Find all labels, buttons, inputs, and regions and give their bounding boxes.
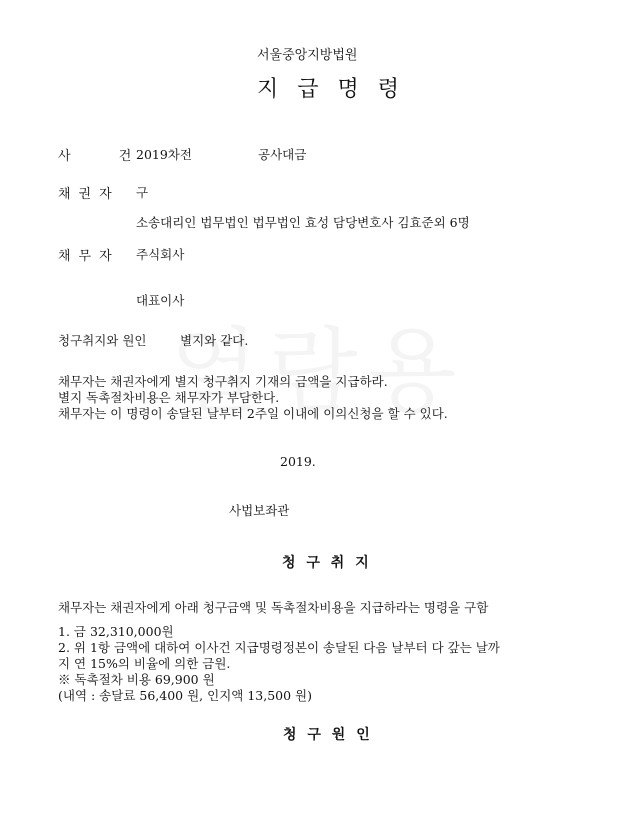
creditor-label: 채권자 — [58, 187, 120, 202]
purport-item: 1. 금 32,310,000원 — [58, 624, 174, 639]
purport-item: 지 연 15%의 비율에 의한 금원. — [58, 656, 231, 671]
claim-cause-label: 청구취지와 원인 — [58, 333, 147, 348]
purport-item: 2. 위 1항 금액에 대하여 이사건 지급명령정본이 송달된 다음 날부터 다 갚는 날까 — [58, 640, 500, 655]
case-name: 공사대금 — [258, 147, 307, 162]
document-title: 지 급 명 령 — [257, 77, 405, 102]
debtor-ceo: 대표이사 — [136, 293, 185, 308]
purport-item: (내역 : 송달료 56,400 원, 인지액 13,500 원) — [58, 688, 312, 703]
cause-heading: 청 구 원 인 — [283, 727, 373, 743]
order-line: 채무자는 채권자에게 별지 청구취지 기재의 금액을 지급하라. — [58, 374, 388, 389]
purport-intro: 채무자는 채권자에게 아래 청구금액 및 독촉절차비용을 지급하라는 명령을 구함 — [58, 600, 489, 615]
purport-heading: 청 구 취 지 — [282, 555, 372, 571]
debtor-name: 주식회사 — [136, 247, 185, 262]
purport-item: ※ 독촉절차 비용 69,900 원 — [58, 672, 215, 687]
order-line: 별지 독촉절차비용은 채무자가 부담한다. — [58, 390, 280, 405]
case-number: 2019차전 — [136, 147, 192, 162]
case-label: 사 건 — [58, 149, 154, 164]
creditor-representative: 소송대리인 법무법인 법무법인 효성 담당변호사 김효준외 6명 — [136, 215, 470, 230]
debtor-label: 채무자 — [58, 249, 120, 264]
order-line: 채무자는 이 명령이 송달된 날부터 2주일 이내에 이의신청을 할 수 있다. — [58, 406, 448, 421]
order-date: 2019. — [280, 454, 316, 469]
claim-cause-value: 별지와 같다. — [180, 333, 249, 348]
court-name: 서울중앙지방법원 — [257, 48, 358, 63]
judicial-officer: 사법보좌관 — [229, 503, 290, 518]
creditor-name: 구 — [136, 185, 149, 200]
